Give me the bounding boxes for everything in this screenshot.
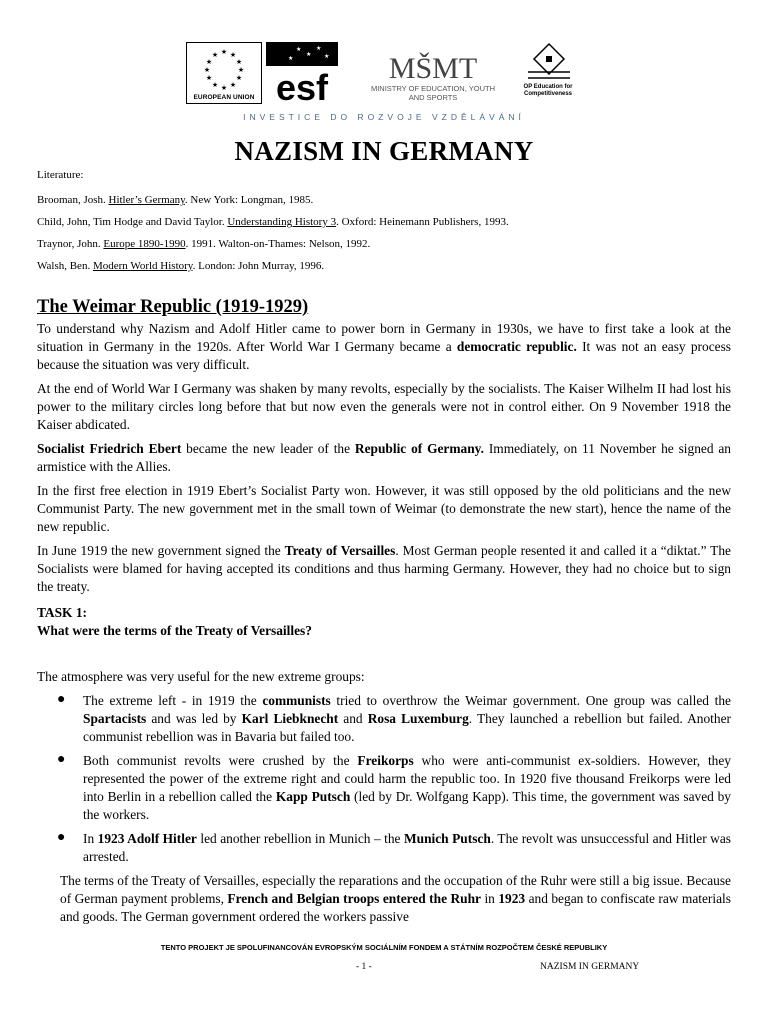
svg-text:★: ★ — [205, 58, 213, 66]
bold-text: Socialist Friedrich Ebert — [37, 441, 182, 456]
literature-item — [37, 236, 731, 252]
bullet-list — [37, 692, 731, 866]
text: It was not an easy process because the situation was very difficult. — [37, 339, 732, 372]
text: became the new leader of the — [181, 441, 355, 456]
text: Immediately, on 11 November he signed an armistice with the Allies. — [37, 441, 732, 474]
text: and — [338, 711, 368, 726]
text: tried to overthrow the Weimar government. One group was called the — [330, 693, 732, 708]
footer-project-note: TENTO PROJEKT JE SPOLUFINANCOVÁN EVROPSKÝM SOCIÁLNÍM FONDEM A STÁTNÍM ROZPOČTEM ČESKÉ REPUBLIKY — [160, 943, 608, 952]
literature-item — [37, 192, 731, 208]
bullet-icon: ● — [57, 830, 66, 845]
text: . The revolt was unsuccessful and Hitler was arrested. — [83, 831, 732, 864]
list-item — [37, 830, 731, 866]
ministry-label: MINISTRY OF EDUCATION, YOUTH AND SPORTS — [370, 84, 496, 102]
text: and was led by — [146, 711, 242, 726]
svg-text:★: ★ — [288, 55, 294, 62]
bold-text: Treaty of Versailles — [284, 543, 396, 558]
paragraph-atmosphere: The atmosphere was very useful for the new extreme groups: — [37, 669, 365, 684]
bold-text: Kapp Putsch — [275, 789, 351, 804]
svg-text:★: ★ — [296, 46, 302, 53]
lit-author: Brooman, Josh. — [37, 194, 109, 206]
text: In — [83, 831, 98, 846]
text: The extreme left - in 1919 the — [83, 693, 263, 708]
text: In June 1919 the new government signed the — [37, 543, 285, 558]
eu-flag-logo — [186, 42, 262, 104]
bold-text: Republic of Germany. — [354, 441, 484, 456]
list-item — [37, 752, 731, 824]
bold-text: French and Belgian troops entered the Ruhr — [227, 891, 481, 906]
text: . They launched a rebellion but failed. Another communist rebellion was in Bavaria but failed too. — [83, 711, 731, 744]
text: led another rebellion in Munich – the — [196, 831, 404, 846]
text: Both communist revolts were crushed by the — [83, 753, 358, 768]
document-body — [37, 166, 731, 926]
svg-text:★: ★ — [220, 48, 228, 56]
page-title: NAZISM IN GERMANY — [234, 136, 534, 166]
lit-author: Walsh, Ben. — [37, 260, 93, 272]
lit-title-link[interactable]: Understanding History 3 — [227, 216, 337, 228]
svg-text:★: ★ — [211, 51, 219, 59]
eu-stars-icon — [198, 47, 250, 91]
text: and began to confiscate raw materials and goods. The German government ordered the workers passive — [60, 891, 731, 924]
bold-text: 1923 Adolf Hitler — [97, 831, 197, 846]
literature-item — [37, 258, 731, 274]
bold-text: democratic republic. — [456, 339, 577, 354]
section-heading: The Weimar Republic (1919-1929) — [37, 297, 309, 317]
literature-item — [37, 214, 731, 230]
task-question: What were the terms of the Treaty of Versailles? — [37, 623, 312, 638]
lit-publisher: . London: John Murray, 1996. — [192, 260, 325, 272]
header-logos — [186, 42, 586, 106]
lit-title-link[interactable]: Hitler’s Germany — [108, 194, 185, 206]
msmt-text: MŠMT — [388, 52, 478, 84]
bold-text: 1923 — [498, 891, 526, 906]
text: in — [481, 891, 499, 906]
svg-text:★: ★ — [220, 84, 228, 91]
bold-text: communists — [262, 693, 331, 708]
bullet-icon: ● — [57, 692, 66, 707]
lit-publisher: . New York: Longman, 1985. — [184, 194, 314, 206]
lit-publisher: . 1991. Walton-on-Thames: Nelson, 1992. — [185, 238, 371, 250]
bold-text: Rosa Luxemburg — [367, 711, 469, 726]
page-number: - 1 - — [356, 962, 372, 972]
svg-text:★: ★ — [316, 45, 322, 52]
svg-text:★: ★ — [235, 58, 243, 66]
paragraph-revolts: At the end of World War I Germany was shaken by many revolts, especially by the socialists. The Kaiser Wilhelm II had lost his power to the military circles long before that but now even the generals were not in control either. On 9 November 1918 the Kaiser abdicated. — [37, 381, 731, 432]
svg-text:★: ★ — [203, 66, 211, 74]
footer-title: NAZISM IN GERMANY — [540, 962, 640, 972]
answer-space — [37, 640, 731, 668]
lit-title-link[interactable]: Modern World History — [92, 260, 193, 272]
lit-author: Traynor, John. — [37, 238, 104, 250]
svg-text:★: ★ — [237, 66, 245, 74]
eu-label: EUROPEAN UNION — [193, 94, 255, 101]
bold-text: Munich Putsch — [403, 831, 491, 846]
text: The terms of the Treaty of Versailles, especially the reparations and the occupation of the Ruhr were still a big issue. Because of German payment problems, — [60, 873, 731, 906]
svg-text:★: ★ — [205, 74, 213, 82]
lit-publisher: . Oxford: Heinemann Publishers, 1993. — [336, 216, 509, 228]
bold-text: Freikorps — [357, 753, 414, 768]
svg-text:★: ★ — [235, 74, 243, 82]
literature-heading: Literature: — [37, 169, 84, 181]
bullet-icon: ● — [57, 752, 66, 767]
bold-text: Karl Liebknecht — [241, 711, 339, 726]
lit-author: Child, John, Tim Hodge and David Taylor. — [37, 216, 228, 228]
svg-text:★: ★ — [229, 81, 237, 89]
bold-text: Spartacists — [83, 711, 147, 726]
list-item — [37, 692, 731, 746]
svg-text:★: ★ — [306, 51, 312, 58]
esf-text: esf — [275, 67, 329, 104]
paragraph-ebert — [37, 440, 731, 476]
text: To understand why Nazism and Adolf Hitler came to power born in Germany in 1930s, we have to first take a look at the situation in Germany in the 1920s. After World War I Germany became a — [37, 321, 731, 354]
paragraph-versailles — [37, 542, 731, 596]
text: who were anti-communist ex-soldiers. However, they represented the power of the extreme right and could harm the republic too. In 1920 five thousand Freikorps were led into Berlin in a rebellion called the — [83, 753, 732, 804]
esf-logo — [266, 42, 338, 104]
paragraph-election: In the first free election in 1919 Ebert’s Socialist Party won. However, it was still opposed by the old politicians and the new Communist Party. The new government met in the small town of Weimar (to demonstrate the new start), hence the name of the new republic. — [37, 483, 731, 534]
text: (led by Dr. Wolfgang Kapp). This time, the government was saved by the workers. — [83, 789, 731, 822]
task-label: TASK 1: — [37, 605, 87, 620]
lit-title-link[interactable]: Europe 1890-1990 — [103, 238, 186, 250]
investice-banner: INVESTICE DO ROZVOJE VZDĚLÁVÁNÍ — [243, 112, 525, 122]
svg-text:★: ★ — [324, 53, 330, 60]
svg-text:★: ★ — [229, 51, 237, 59]
svg-text:★: ★ — [211, 81, 219, 89]
op-label: OP Education for Competitiveness — [523, 84, 573, 97]
paragraph-ruhr — [37, 872, 731, 926]
paragraph-intro — [37, 320, 731, 374]
text: . Most German people resented it and called it a “diktat.” The Socialists were blamed for having accepted its conditions and thus harming Germany. However, they had no choice but to sign the treaty. — [37, 543, 731, 594]
